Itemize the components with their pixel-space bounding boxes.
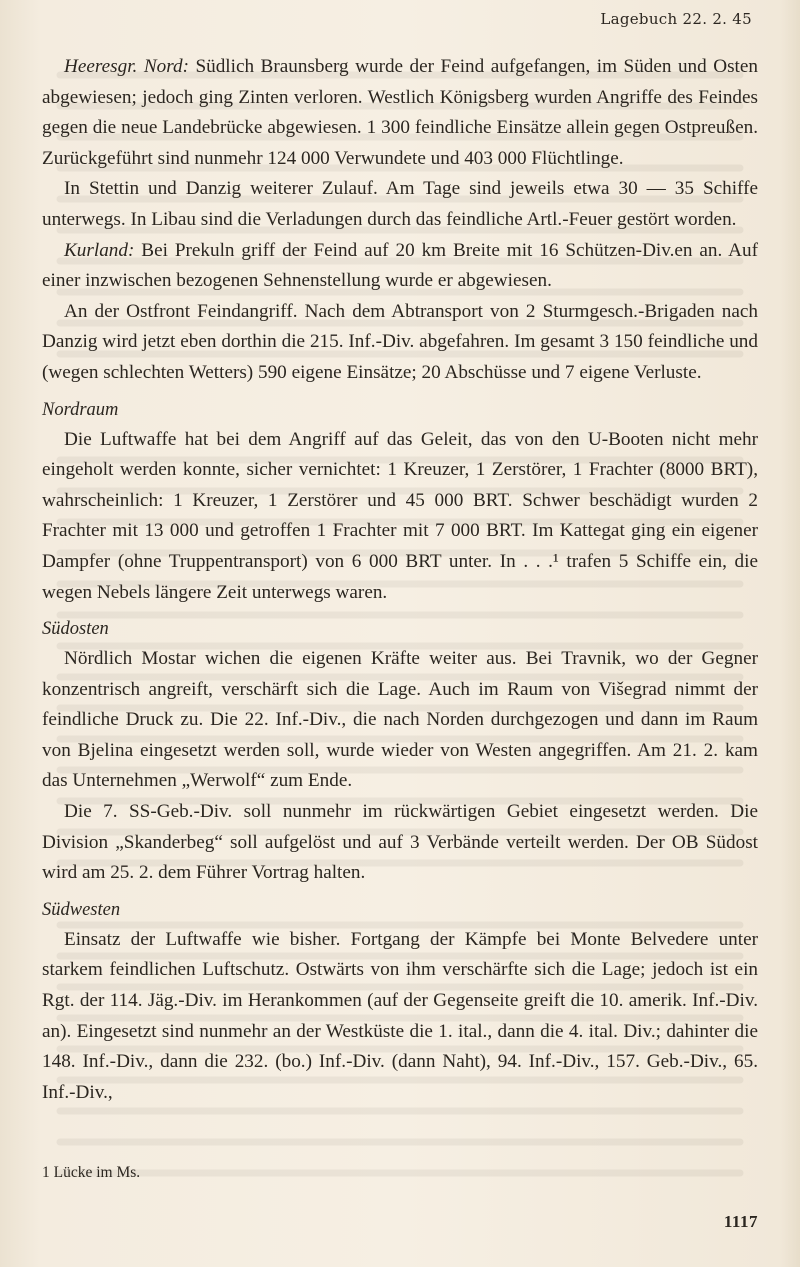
- section-heading: Südwesten: [42, 899, 121, 920]
- main-text: [42, 52, 758, 1108]
- paragraph-text: Bei Prekuln griff der Feind auf 20 km Breite mit 16 Schützen-Div.en an. Auf einer inzwischen bezogenen Sehnenstellung wurde er abgewiesen.: [42, 239, 758, 292]
- paragraph: [42, 174, 758, 235]
- paragraph: [42, 797, 758, 889]
- paragraph-text: Die 7. SS-Geb.-Div. soll nunmehr im rückwärtigen Gebiet eingesetzt werden. Die Division „Skanderbeg“ soll aufgelöst und auf 3 Verbände verteilt werden. Der OB Südost wird am 25. 2. dem Führer Vortrag halten.: [42, 801, 758, 884]
- footnote: 1 Lücke im Ms.: [42, 1164, 141, 1181]
- paragraph: [42, 52, 758, 174]
- paragraph-text: Die Luftwaffe hat bei dem Angriff auf das Geleit, das von den U-Booten nicht mehr eingeholt werden konnte, sicher vernichtet: 1 Kreuzer, 1 Zerstörer, 1 Frachter (8000 BRT), wahrscheinlich: 1 Kreuzer, 1 Zerstörer und 45 000 BRT. Schwer beschädigt wurden 2 Frachter mit 13 000 und getroffen 1 Frachter mit 7 000 BRT. Im Kattegat ging ein eigener Dampfer (ohne Truppentransport) von 6 000 BRT unter. In . . .¹ trafen 5 Schiffe ein, die wegen Nebels längere Zeit unterwegs waren.: [42, 428, 758, 603]
- paragraph-text: Einsatz der Luftwaffe wie bisher. Fortgang der Kämpfe bei Monte Belvedere unter starkem feindlichen Luftschutz. Ostwärts von ihm verschärfte sich die Lage; jedoch ist ein Rgt. der 114. Jäg.-Div. im Herankommen (auf der Gegenseite greift die 10. amerik. Inf.-Div. an). Eingesetzt sind nunmehr an der Westküste die 1. ital., dann die 4. ital. Div.; dahinter die 148. Inf.-Div., dann die 232. (bo.) Inf.-Div. (dann Naht), 94. Inf.-Div., 157. Geb.-Div., 65. Inf.-Div.,: [42, 928, 758, 1103]
- paragraph: [42, 236, 758, 297]
- page-number: 1117: [723, 1212, 758, 1231]
- paragraph-label: Kurland:: [64, 239, 135, 261]
- paragraph: [42, 925, 758, 1109]
- paragraph: [42, 425, 758, 609]
- paragraph-text: Südlich Braunsberg wurde der Feind aufgefangen, im Süden und Osten abgewiesen; jedoch ging Zinten verloren. Westlich Königsberg wurden Angriffe des Feindes gegen die neue Landebrücke abgewiesen. 1 300 feindliche Einsätze allein gegen Ostpreußen. Zurückgeführt sind nunmehr 124 000 Verwundete und 403 000 Flüchtlinge.: [42, 56, 758, 169]
- paragraph: [42, 297, 758, 389]
- paragraph-text: In Stettin und Danzig weiterer Zulauf. Am Tage sind jeweils etwa 30 — 35 Schiffe unterwegs. In Libau sind die Verladungen durch das feindliche Artl.-Feuer gestört worden.: [42, 178, 758, 230]
- section-heading: Südosten: [42, 619, 109, 640]
- paragraph-text: Nördlich Mostar wichen die eigenen Kräfte weiter aus. Bei Travnik, wo der Gegner konzentrisch angreift, verschärft sich die Lage. Auch im Raum von Višegrad nimmt der feindliche Druck zu. Die 22. Inf.-Div., die nach Norden durchgezogen und dann im Raum von Bjelina eingesetzt werden soll, wurde wieder von Westen angegriffen. Am 21. 2. kam das Unternehmen „Werwolf“ zum Ende.: [42, 648, 758, 792]
- paragraph-label: Heeresgr. Nord:: [64, 56, 189, 77]
- section-heading: Nordraum: [42, 399, 119, 420]
- paragraph-text: An der Ostfront Feindangriff. Nach dem Abtransport von 2 Sturmgesch.-Brigaden nach Danzig wird jetzt eben dorthin die 215. Inf.-Div. abgefahren. Im gesamt 3 150 feindliche und (wegen schlechten Wetters) 590 eigene Einsätze; 20 Abschüsse und 7 eigene Verluste.: [42, 300, 758, 383]
- running-header: Lagebuch 22. 2. 45: [600, 10, 752, 28]
- paragraph: [42, 644, 758, 797]
